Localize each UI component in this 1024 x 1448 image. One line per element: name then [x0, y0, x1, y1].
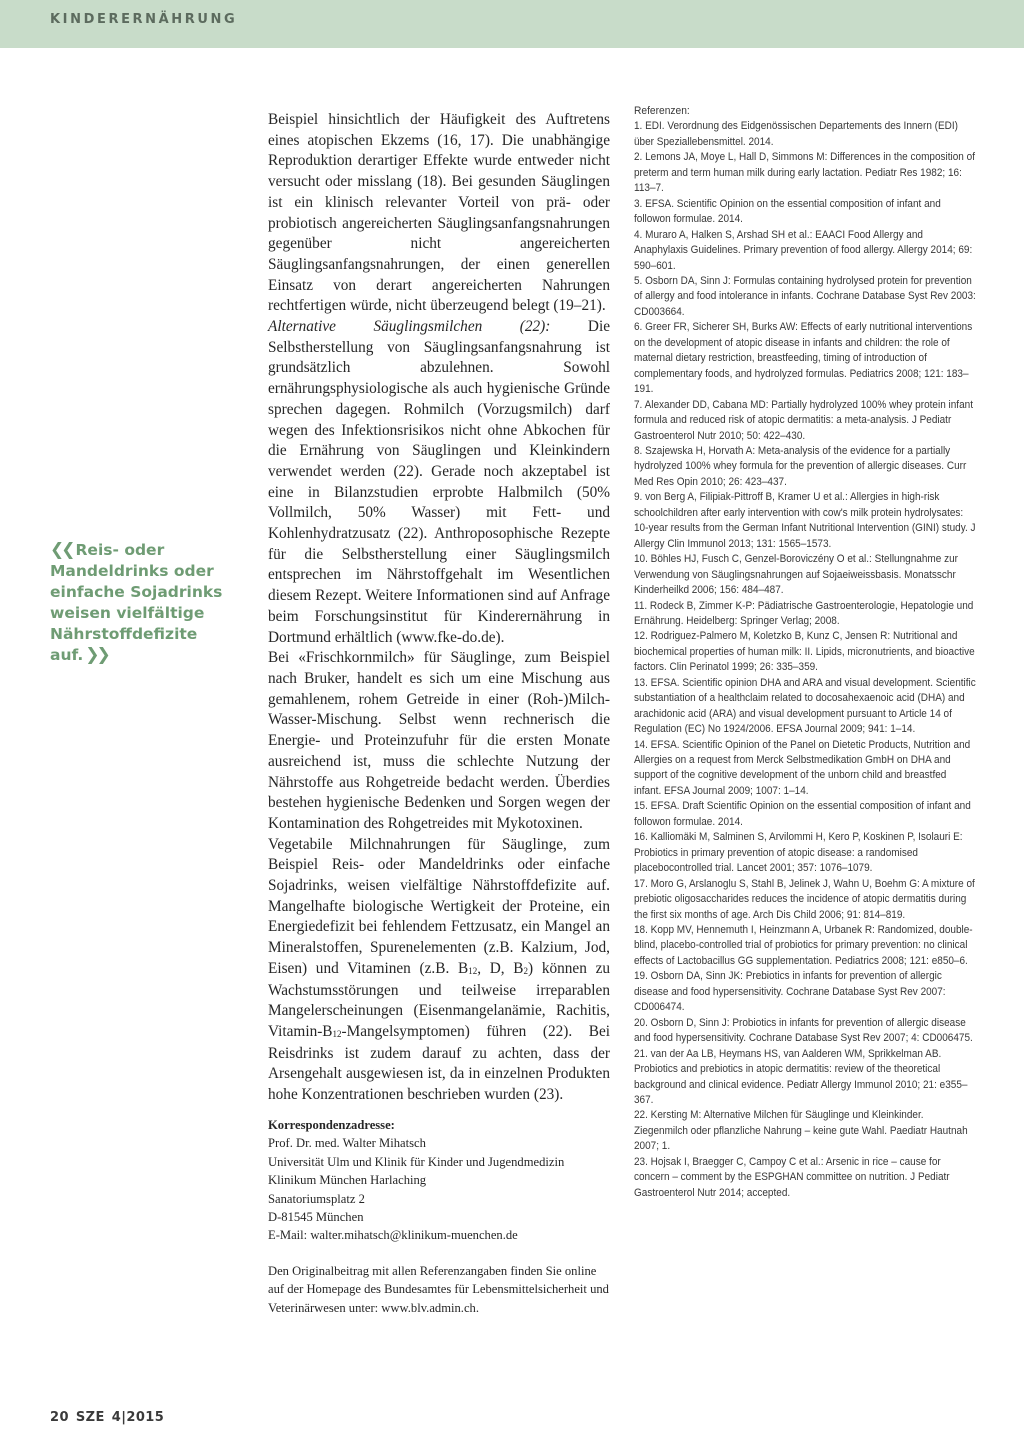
quote-open-mark: ❮❮: [50, 540, 73, 560]
correspondence-block: [268, 1116, 610, 1317]
section-label: KINDERERNÄHRUNG: [50, 12, 238, 27]
page-footer: [50, 1410, 171, 1425]
reference-item: 6. Greer FR, Sicherer SH, Burks AW: Effects of early nutritional interventions on the development of atopic disease in infants and children: the role of maternal dietary restriction, breastfeeding, timing of introduction of complementary foods, and hydrolyzed formulas. Pediatrics 2008; 121: 183–191.: [634, 321, 973, 396]
reference-item: 13. EFSA. Scientific opinion DHA and ARA and visual development. Scientific substantiation of a healthclaim related to docosahexaenoic acid (DHA) and arachidonic acid (ARA) and visual development pursuant to Article 14 of Regulation (EC) No 1924/2006. EFSA Journal 2009; 941: 1–14.: [634, 676, 976, 736]
original-article-note: Den Originalbeitrag mit allen Referenzangaben finden Sie online auf der Homepage des Bundesamtes für Lebensmittelsicherheit und Veterinärwesen unter: www.blv.admin.ch.: [268, 1263, 609, 1315]
text-fragment: ) können zu Wachstumsstörungen und teilweise irreparablen Mangelerscheinungen (Eisenmangelanämie, Rachitis, Vitamin-B: [268, 959, 611, 1040]
text-fragment: -Mangelsymptomen) führen (22). Bei Reisdrinks ist zudem darauf zu achten, dass der Arsengehalt ausgewiesen ist, da in einzelnen Produkten hohe Konzentrationen beschrieben wurden (23).: [268, 1022, 610, 1104]
reference-item: 19. Osborn DA, Sinn JK: Prebiotics in infants for prevention of allergic disease and food hypersensitivity. Cochrane Database Syst Rev 2007: CD006474.: [634, 970, 946, 1014]
reference-item: 18. Kopp MV, Hennemuth I, Heinzmann A, Urbanek R: Randomized, double-blind, placebo-controlled trial of probiotics for primary prevention: no clinical effects of Lactobacillus GG supplementation. Pediatrics 2008; 121: e850–6.: [634, 924, 973, 967]
correspondence-title: Korrespondenzadresse:: [268, 1118, 395, 1132]
reference-item: 5. Osborn DA, Sinn J: Formulas containing hydrolysed protein for prevention of allergy and food intolerance in infants. Cochrane Database Syst Rev 2003: CD003664.: [634, 274, 976, 318]
reference-item: 1. EDI. Verordnung des Eidgenössischen Departements des Innern (EDI) über Speziallebensmittel. 2014.: [634, 120, 958, 148]
reference-item: 15. EFSA. Draft Scientific Opinion on the essential composition of infant and followon formulae. 2014.: [634, 800, 971, 828]
paragraph-vegetable-drinks: [268, 835, 610, 1106]
reference-item: 14. EFSA. Scientific Opinion of the Panel on Dietetic Products, Nutrition and Allergies on a request from Merck Selbstmedikation GmbH on DHA and support of the cognitive development of the unborn child and breastfed infant. EFSA Journal 2009; 1007: 1–14.: [634, 738, 971, 797]
contact-name: Prof. Dr. med. Walter Mihatsch: [268, 1136, 426, 1151]
reference-item: 4. Muraro A, Halken S, Arshad SH et al.: EAACI Food Allergy and Anaphylaxis Guidelines. Primary prevention of food allergy. Allergy 2014; 69: 590–601.: [634, 228, 973, 272]
quote-close-mark: ❯❯: [85, 645, 108, 665]
section-header-band: [0, 0, 1024, 48]
contact-city: D-81545 München: [268, 1210, 364, 1225]
paragraph-alternative-milks-text: Die Selbstherstellung von Säuglingsanfangsnahrung ist grundsätzlich abzulehnen. Sowohl ernährungsphysiologische als auch hygienische Gründe sprechen dagegen. Rohmilch (Vorzugsmilch) darf wegen des Infektionsrisikos nicht ohne Abkochen für die Ernährung von Säuglingen und Kleinkindern verwendet werden (22). Gerade noch akzeptabel ist eine in Bilanzstudien erprobte Halbmilch (50% Vollmilch, 50% Wasser) mit Fett- und Kohlenhydratzusatz (22). Anthroposophische Rezepte für die Selbstherstellung einer Säuglingsmilch entsprechen im Nährstoffgehalt im Wesentlichen diesem Rezept. Weitere Informationen sind auf Anfrage beim Forschungsinstitut für Kinderernährung in Dortmund erhältlich (www.fke-do.de).: [268, 318, 610, 646]
reference-item: 22. Kersting M: Alternative Milchen für Säuglinge und Kleinkinder. Ziegenmilch oder pflanzliche Nahrung – keine gute Wahl. Paediatr Hautnah 2007; 1.: [634, 1109, 968, 1153]
reference-item: 21. van der Aa LB, Heymans HS, van Aalderen WM, Sprikkelman AB. Probiotics and prebiotics in atopic dermatitis: review of the theoretical background and clinical evidence. Pediatr Allergy Immunol 2010; 21: e355–367.: [634, 1047, 968, 1106]
page-number: 20: [50, 1410, 69, 1425]
subscript: 12: [332, 1028, 342, 1039]
reference-item: 16. Kalliomäki M, Salminen S, Arvilommi H, Kero P, Koskinen P, Isolauri E: Probiotics in primary prevention of atopic disease: a randomised placebocontrolled trial. Lancet 2001; 357: 1076–1079.: [634, 831, 963, 875]
reference-item: 20. Osborn D, Sinn J: Probiotics in infants for prevention of allergic disease and food hypersensitivity. Cochrane Database Syst Rev 2007; 4: CD006475.: [634, 1016, 973, 1045]
reference-item: 10. Böhles HJ, Fusch C, Genzel-Boroviczény O et al.: Stellungnahme zur Verwendung von Säuglingsnahrungen auf Sojaeiweissbasis. Monatsschr Kinderheilkd 2006; 156: 484–487.: [634, 553, 958, 597]
pull-quote: [50, 540, 235, 666]
references-list: [634, 119, 976, 1201]
text-fragment: , D, B: [477, 959, 524, 977]
contact-clinic: Klinikum München Harlaching: [268, 1173, 427, 1188]
text-fragment: Vegetabile Milchnahrungen für Säuglinge, zum Beispiel Reis- oder Mandeldrinks oder einfache Sojadrinks, weisen vielfältige Nährstoffdefizite auf. Mangelhafte biologische Wertigkeit der Proteine, ein Energiedefizit bei fehlendem Fettzusatz, ein Mangel an Mineralstoffen, Spurenelementen (z.B. Kalzium, Jod, Eisen) und Vitaminen (z.B. B: [268, 835, 610, 977]
issue-number: 4|2015: [111, 1410, 165, 1425]
contact-email[interactable]: E-Mail: walter.mihatsch@klinikum-muenchen.de: [268, 1228, 518, 1243]
paragraph-frischkornmilch: Bei «Frischkornmilch» für Säuglinge, zum Beispiel nach Bruker, handelt es sich um eine Mischung aus gemahlenem, rohem Getreide in einer (Roh-)Milch-Wasser-Mischung. Selbst wenn rechnerisch die Energie- und Proteinzufuhr für die ersten Monate ausreichend ist, muss die schlechte Nutzung der Nährstoffe aus Rohgetreide bedacht werden. Überdies bestehen hygienische Bedenken und Sorgen wegen der Kontamination des Rohgetreides mit Mykotoxinen.: [268, 649, 610, 832]
subscript: 12: [468, 965, 478, 976]
reference-item: 12. Rodriguez-Palmero M, Koletzko B, Kunz C, Jensen R: Nutritional and biochemical properties of human milk: II. Lipids, micronutrients, and bioactive factors. Clin Perinatol 1999; 26: 335–359.: [634, 630, 975, 674]
reference-item: 3. EFSA. Scientific Opinion on the essential composition of infant and followon formulae. 2014.: [634, 197, 941, 226]
reference-item: 17. Moro G, Arslanoglu S, Stahl B, Jelinek J, Wahn U, Boehm G: A mixture of prebiotic oligosaccharides reduces the incidence of atopic dermatitis during the first six months of age. Arch Dis Child 2006; 91: 814–819.: [634, 877, 975, 921]
main-text-column: [268, 110, 610, 1106]
reference-item: 23. Hojsak I, Braegger C, Campoy C et al.: Arsenic in rice – cause for concern – comment by the ESPGHAN committee on nutrition. J Pediatr Gastroenterol Nutr 2014; accepted.: [634, 1155, 950, 1199]
reference-item: 9. von Berg A, Filipiak-Pittroff B, Kramer U et al.: Allergies in high-risk schoolchildren after early intervention with cow's milk protein hydrolysates: 10-year results from the German Infant Nutritional Intervention (GINI) study. J Allergy Clin Immunol 2013; 131: 1565–1573.: [634, 491, 976, 550]
paragraph-probiotics: Beispiel hinsichtlich der Häufigkeit des Auftretens eines atopischen Ekzems (16, 17). Die unabhängige Reproduktion derartiger Effekte wurde entweder nicht versucht oder misslang (18). Bei gesunden Säuglingen ist ein klinisch relevanter Vorteil von prä- oder probiotisch angereicherten Säuglingsanfangsnahrungen gegenüber nicht angereicherten Säuglingsanfangsnahrungen, der einen generellen Einsatz von derart angereicherten Nahrungen rechtfertigen würde, nicht überzeugend belegt (19–21).: [268, 111, 610, 315]
pull-quote-text: Reis- oder Mandeldrinks oder einfache Sojadrinks weisen vielfältige Nährstoffdefizite auf.: [50, 541, 223, 664]
references-column: [634, 104, 976, 1201]
reference-item: 2. Lemons JA, Moye L, Hall D, Simmons M: Differences in the composition of preterm and term human milk during early lactation. Pediatr Res 1982; 16: 113–7.: [634, 151, 975, 195]
reference-item: 11. Rodeck B, Zimmer K-P: Pädiatrische Gastroenterologie, Hepatologie und Ernährung. Heidelberg: Springer Verlag; 2008.: [634, 599, 974, 627]
contact-street: Sanatoriumsplatz 2: [268, 1191, 365, 1206]
reference-item: 7. Alexander DD, Cabana MD: Partially hydrolyzed 100% whey protein infant formula and reduced risk of atopic dermatitis: a meta-analysis. J Pediatr Gastroenterol Nutr 2010; 50: 422–430.: [634, 398, 973, 442]
reference-item: 8. Szajewska H, Horvath A: Meta-analysis of the evidence for a partially hydrolyzed 100% whey formula for the prevention of allergic diseases. Curr Med Res Opin 2010; 26: 423–437.: [634, 444, 967, 488]
subscript: 2: [523, 965, 529, 976]
contact-institution: Universität Ulm und Klinik für Kinder und Jugendmedizin: [268, 1154, 565, 1169]
paragraph-alternative-milks: [268, 317, 610, 648]
journal-name: SZE: [75, 1410, 105, 1425]
references-heading: Referenzen:: [634, 105, 690, 117]
paragraph-lead-in: Alternative Säuglingsmilchen (22):: [268, 318, 551, 336]
